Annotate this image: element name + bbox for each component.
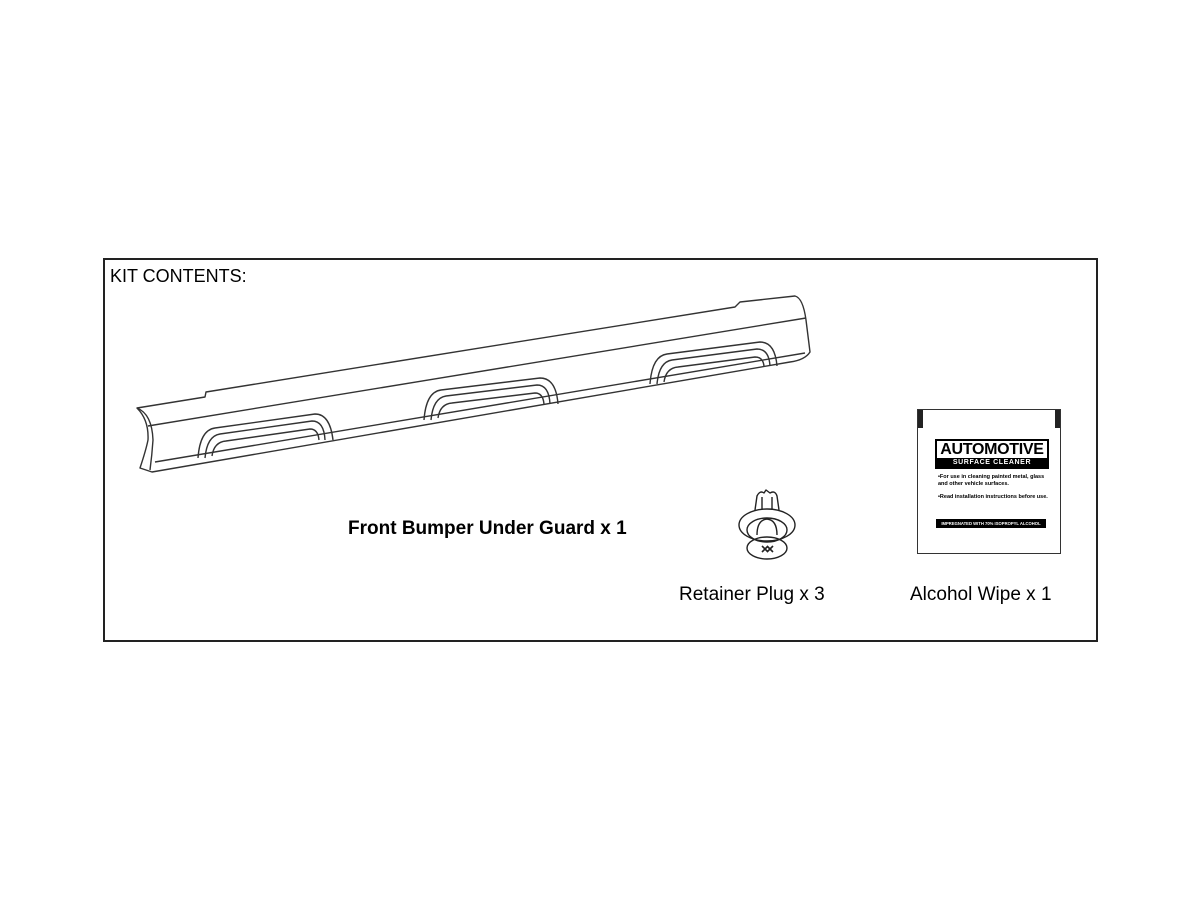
bumper-crease bbox=[148, 318, 806, 426]
wipe-footer: IMPREGNATED WITH 70% ISOPROPYL ALCOHOL bbox=[936, 519, 1046, 528]
item-label-retainer-plug: Retainer Plug x 3 bbox=[679, 584, 825, 605]
item-label-bumper-under-guard: Front Bumper Under Guard x 1 bbox=[348, 518, 627, 539]
wipe-subtitle: SURFACE CLEANER bbox=[937, 458, 1047, 467]
wipe-note-instructions: •Read installation instructions before use. bbox=[938, 494, 1048, 500]
wipe-note-usage: •For use in cleaning painted metal, glass and other vehicle surfaces. bbox=[938, 474, 1045, 487]
alcohol-wipe-packet bbox=[917, 409, 1061, 554]
retainer-plug-illustration bbox=[739, 490, 795, 559]
wipe-brand: AUTOMOTIVE bbox=[940, 441, 1044, 458]
bumper-outline bbox=[137, 296, 810, 472]
bumper-slot-3 bbox=[650, 342, 777, 384]
wipe-brand-box bbox=[935, 439, 1049, 469]
item-label-alcohol-wipe: Alcohol Wipe x 1 bbox=[910, 584, 1052, 605]
packet-notch bbox=[1055, 410, 1060, 428]
bumper-lower-lip bbox=[155, 353, 805, 462]
kit-contents-title: KIT CONTENTS: bbox=[110, 266, 247, 286]
bumper-inner-edge bbox=[137, 408, 153, 470]
packet-notch bbox=[918, 410, 923, 428]
